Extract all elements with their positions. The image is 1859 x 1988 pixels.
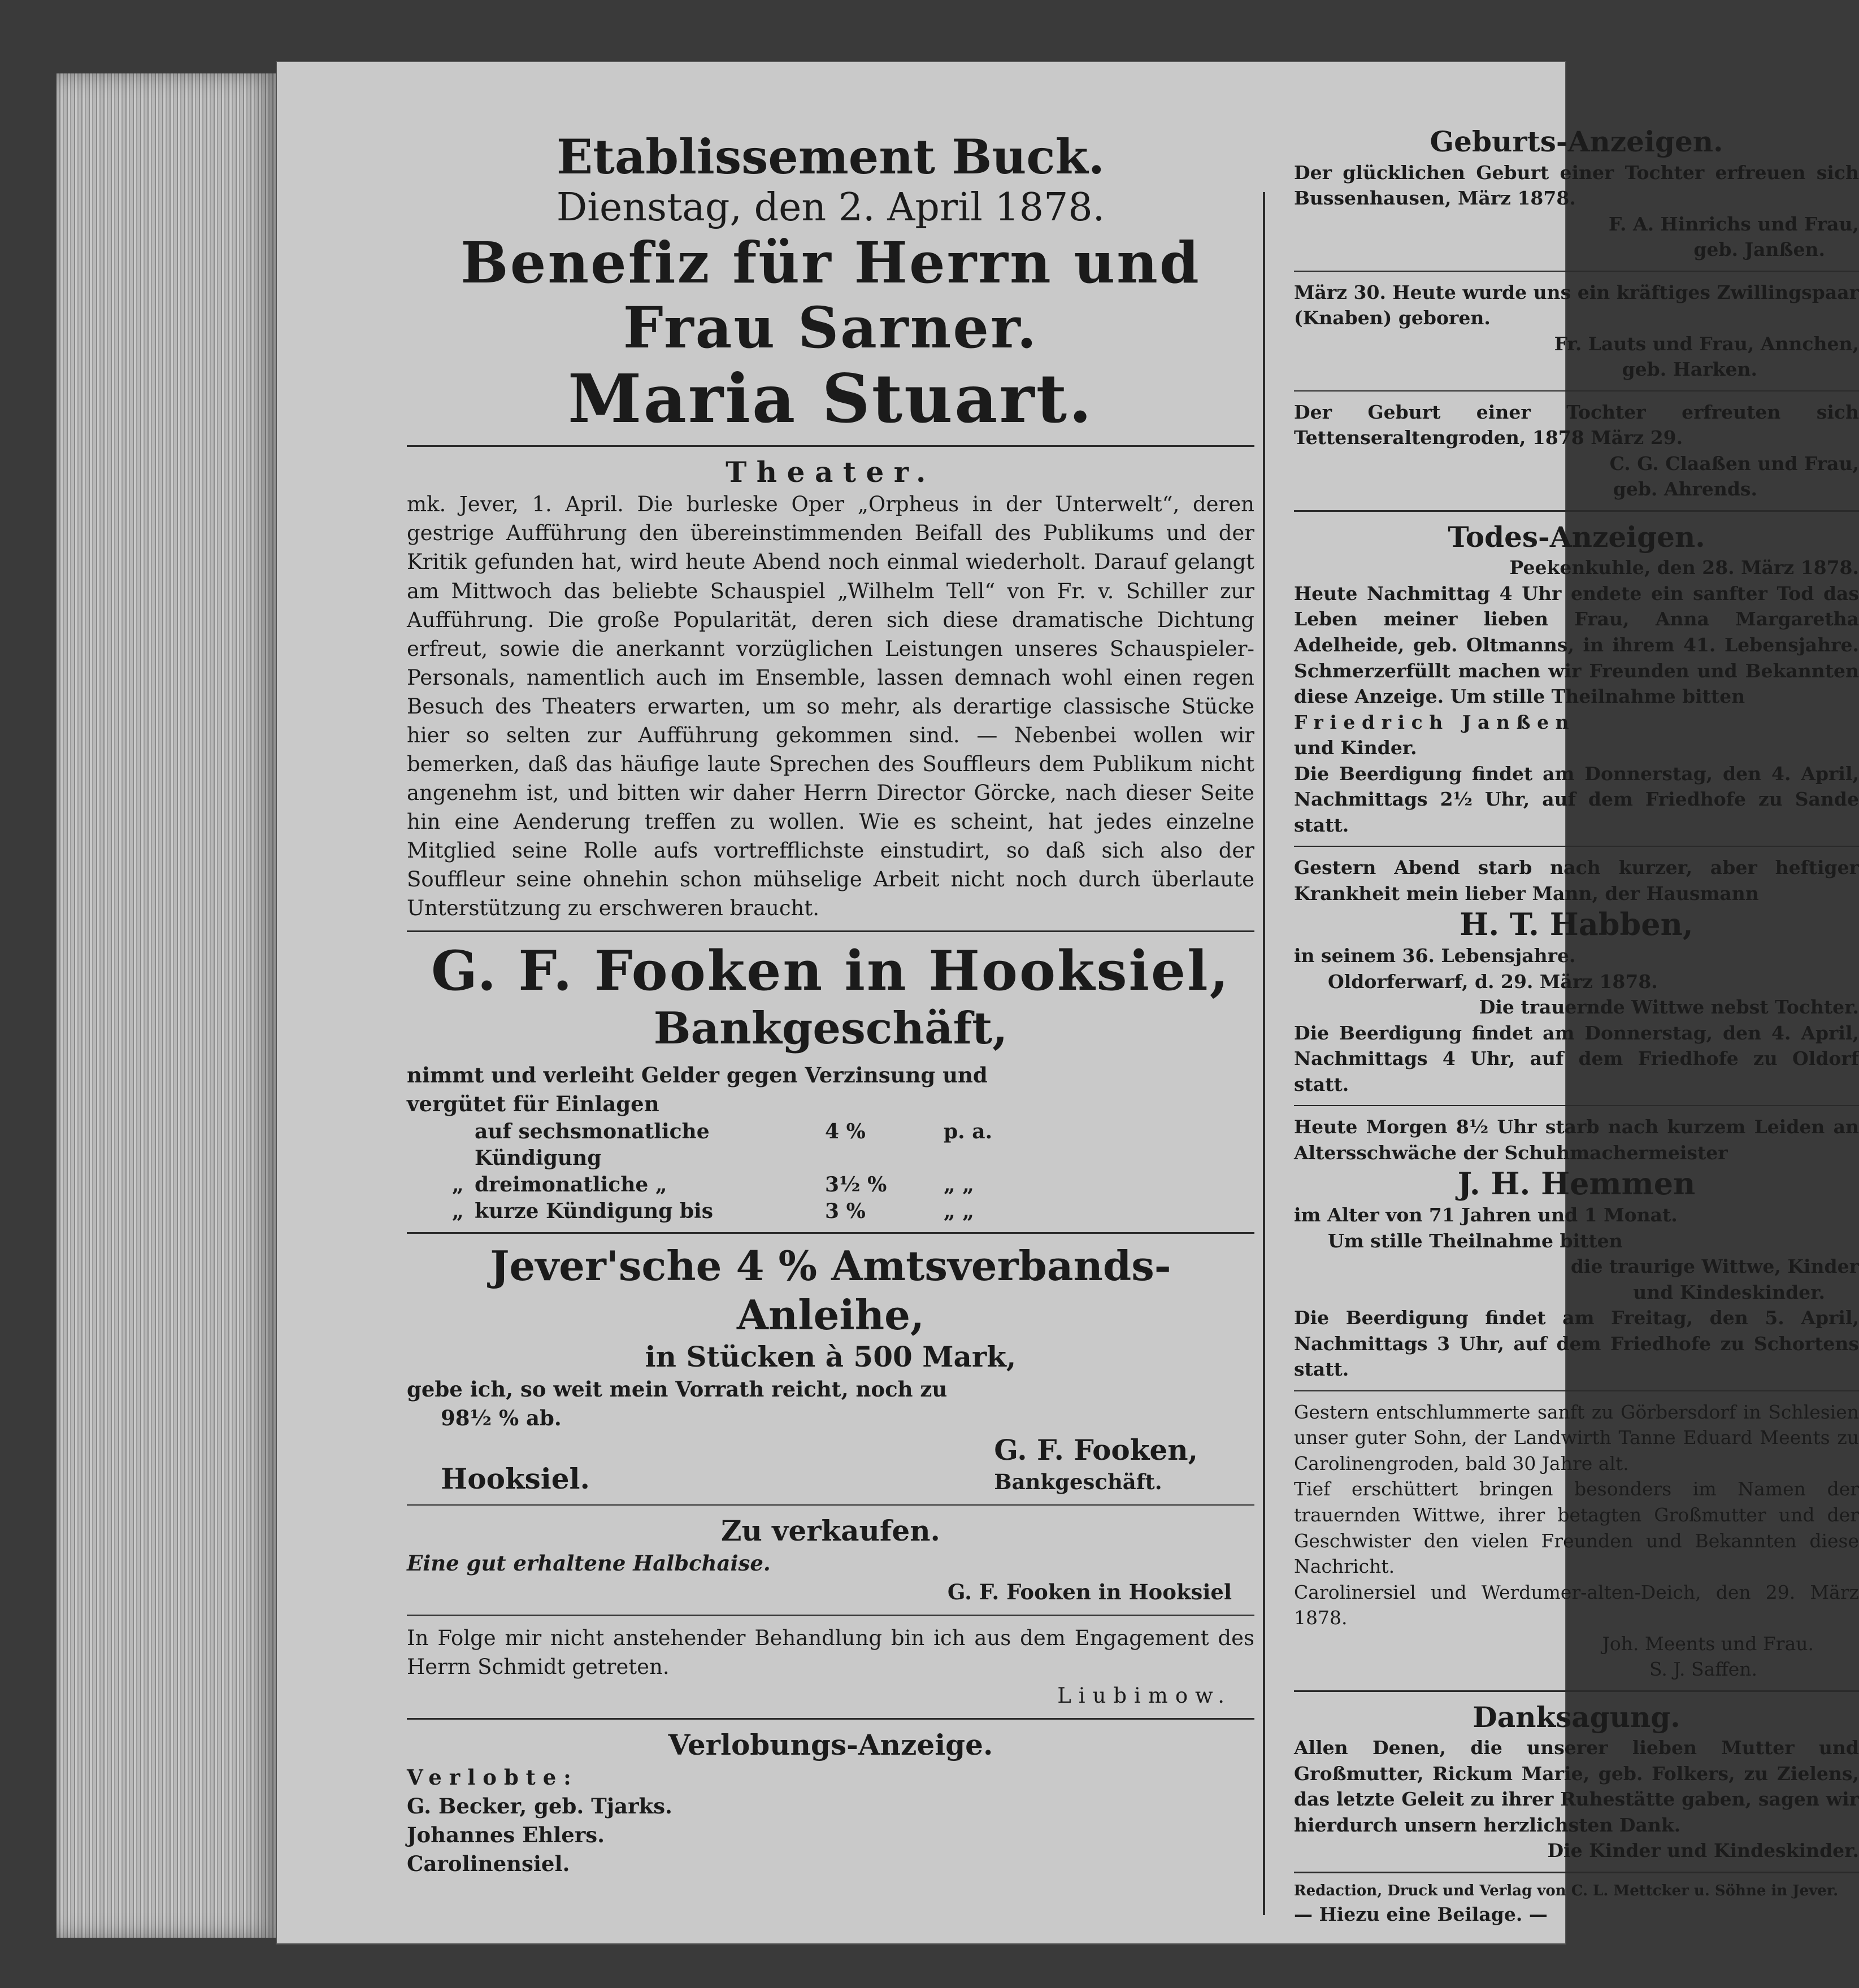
- buck-ad: [407, 130, 1254, 437]
- geburt-section: [1294, 124, 1859, 502]
- verlobung-place: Carolinensiel.: [407, 1851, 570, 1876]
- anleihe-place: Hooksiel.: [441, 1461, 590, 1495]
- divider: [407, 1718, 1254, 1720]
- divider: [407, 445, 1254, 447]
- tod-section: [1294, 520, 1859, 1682]
- divider: [1294, 271, 1859, 272]
- fooken-ad: [407, 940, 1254, 1224]
- anleihe-pieces: in Stücken à 500 Mark,: [645, 1340, 1017, 1374]
- verlobung-ad: [407, 1728, 1254, 1878]
- rate-row: „ kurze Kündigung bis 3 % „ „: [452, 1199, 974, 1223]
- anleihe-signature: [407, 1433, 1254, 1497]
- dank-ad: Danksagung. Allen Denen, die unserer lieben Mutter und Großmutter, Rickum Marie, geb. Folkers, zu Zielens, das letzte Geleit zu ihrer Ruhestätte gaben, sagen wir hierdurch unsern herzlichsten Dank. Die Kinder und Kindeskinder.: [1294, 1700, 1859, 1862]
- anleihe-offer: gebe ich, so weit mein Vorrath reicht, noch zu: [407, 1376, 948, 1402]
- fooken-line-2: vergütet für Einlagen: [407, 1091, 659, 1117]
- play-title: Maria Stuart.: [567, 359, 1094, 438]
- verkaufen-item: Eine gut erhaltene Halbchaise.: [407, 1550, 771, 1576]
- imprint: Redaction, Druck und Verlag von C. L. Mettcker u. Söhne in Jever. — Hiezu eine Beilage. —: [1294, 1882, 1839, 1925]
- death-ad-4: Gestern entschlummerte sanft zu Görbersdorf in Schlesien unser guter Sohn, der Landwirth Tanne Eduard Meents zu Carolinengroden, bald 30 Jahre alt. Tief erschüttert bringen besonders im Namen der trauernden Wittwe, ihrer betagten Großmutter und der Geschwister den vielen Freunden und Bekannten diese Nachricht. Carolinersiel und Werdumer-alten-Deich, den 29. März 1878. Joh. Meents und Frau. S. J. Saffen.: [1294, 1400, 1859, 1681]
- divider: [1294, 846, 1859, 847]
- verkaufen-heading: Zu verkaufen.: [721, 1514, 940, 1548]
- newspaper-page: [277, 62, 1859, 1943]
- death-ad-2: Gestern Abend starb nach kurzer, aber heftiger Krankheit mein lieber Mann, der Hausmann H. T. Habben, in seinem 36. Lebensjahre. Oldorferwarf, d. 29. März 1878. Die trauernde Wittwe nebst Tochter. Die Beerdigung findet am Donnerstag, den 4. April, Nachmittags 4 Uhr, auf dem Friedhofe zu Oldorf statt.: [1294, 856, 1859, 1095]
- death-ad-1: Peekenkuhle, den 28. März 1878. Heute Nachmittag 4 Uhr endete ein sanfter Tod das Leben meiner lieben Frau, Anna Margaretha Adelheide, geb. Oltmanns, in ihrem 41. Lebensjahre. Schmerzerfüllt machen wir Freunden und Bekannten diese Anzeige. Um stille Theilnahme bitten Friedrich Janßen und Kinder. Die Beerdigung findet am Donnerstag, den 4. April, Nachmittags 2½ Uhr, auf dem Friedhofe zu Sande statt.: [1294, 556, 1859, 836]
- anleihe-title-2: Anleihe,: [737, 1290, 924, 1339]
- anleihe-ad: [407, 1242, 1254, 1497]
- column-divider: [1263, 192, 1265, 1915]
- anleihe-price: 98½ % ab.: [441, 1405, 562, 1430]
- theater-article: [407, 455, 1254, 923]
- verkaufen-seller: G. F. Fooken in Hooksiel: [947, 1579, 1232, 1604]
- divider: [1294, 1390, 1859, 1391]
- verlobung-name-2: Johannes Ehlers.: [407, 1822, 605, 1847]
- divider: [1294, 510, 1859, 512]
- theater-paragraph: mk. Jever, 1. April. Die burleske Oper „Orpheus in der Unterwelt“, deren gestrige Aufführung den übereinstimmenden Beifall des Publikums und der Kritik gefunden hat, wird heute Abend noch einmal wiederholt. Darauf gelangt am Mittwoch das beliebte Schauspiel „Wilhelm Tell“ von Fr. v. Schiller zur Aufführung. Die große Popularität, deren sich diese dramatische Dichtung erfreut, sowie die anerkannt vorzüglichen Leistungen unseres Schauspieler-Personals, namentlich auch im Ensemble, lassen demnach wohl einen regen Besuch des Theaters erwarten, um so mehr, als derartige classische Stücke hier so selten zur Aufführung gekommen sind. — Nebenbei wollen wir bemerken, daß das häufige laute Sprechen des Souffleurs dem Publikum nicht angenehm ist, und bitten wir daher Herrn Director Görcke, nach dieser Seite hin eine Aenderung treffen zu wollen. Wie es scheint, hat jedes einzelne Mitglied seine Rolle aufs vortrefflichste einstudirt, so daß sich also der Souffleur seine ohnehin schon mühselige Arbeit nicht noch durch überlaute Unterstützung zu erschweren braucht.: [407, 492, 1254, 921]
- verkaufen-ad: [407, 1513, 1254, 1607]
- divider: [407, 930, 1254, 932]
- tod-heading: Todes-Anzeigen.: [1448, 520, 1705, 554]
- death-ad-3: Heute Morgen 8½ Uhr starb nach kurzem Leiden an Altersschwäche der Schuhmachermeister J. H. Hemmen im Alter von 71 Jahren und 1 Monat. Um stille Theilnahme bitten die traurige Wittwe, Kinder und Kindeskinder. Die Beerdigung findet am Freitag, den 5. April, Nachmittags 3 Uhr, auf dem Friedhofe zu Schortens statt.: [1294, 1116, 1859, 1381]
- verlobung-label: Verlobte:: [407, 1764, 579, 1790]
- rate-row: auf sechsmonatliche Kündigung 4 % p. a.: [475, 1120, 993, 1170]
- lubimow-notice: [407, 1624, 1254, 1710]
- buck-heading: Etablissement Buck.: [557, 129, 1105, 185]
- divider: [1294, 1690, 1859, 1692]
- lubimow-text: In Folge mir nicht anstehender Behandlung bin ich aus dem Engagement des Herrn Schmidt getreten.: [407, 1625, 1254, 1679]
- divider: [407, 1232, 1254, 1234]
- verlobung-heading: Verlobungs-Anzeige.: [668, 1728, 993, 1761]
- benefit-line-2: Frau Sarner.: [623, 294, 1039, 362]
- verlobung-name-1: G. Becker, geb. Tjarks.: [407, 1793, 672, 1819]
- divider: [407, 1615, 1254, 1616]
- left-column: [407, 130, 1254, 1878]
- anleihe-signer-sub: Bankgeschäft.: [994, 1469, 1162, 1495]
- divider: [407, 1504, 1254, 1506]
- fooken-line-1: nimmt und verleiht Gelder gegen Verzinsung und: [407, 1063, 988, 1088]
- divider: [1294, 1872, 1859, 1873]
- theater-heading: Theater.: [726, 455, 936, 489]
- book-page-edges: [57, 73, 277, 1938]
- anleihe-signer: G. F. Fooken,: [994, 1433, 1198, 1467]
- birth-ad: Der glücklichen Geburt einer Tochter erfreuen sich Bussenhausen, März 1878. F. A. Hinrichs und Frau, geb. Janßen.: [1294, 161, 1859, 261]
- divider: [1294, 390, 1859, 391]
- fooken-name: G. F. Fooken in Hooksiel,: [431, 939, 1230, 1003]
- fooken-business: Bankgeschäft,: [653, 1003, 1008, 1055]
- benefit-line-1: Benefiz für Herrn und: [461, 229, 1201, 297]
- anleihe-title-1: Jever'sche 4 % Amtsverbands-: [490, 1242, 1171, 1290]
- lubimow-signer: Liubimow.: [1057, 1683, 1232, 1708]
- right-column: [1294, 124, 1859, 1927]
- rate-row: „ dreimonatliche „ 3½ % „ „: [452, 1172, 974, 1197]
- dank-heading: Danksagung.: [1473, 1700, 1680, 1734]
- birth-ad: Der Geburt einer Tochter erfreuten sich Tettenseraltengroden, 1878 März 29. C. G. Claaßen und Frau, geb. Ahrends.: [1294, 401, 1859, 501]
- divider: [1294, 1105, 1859, 1106]
- buck-date: Dienstag, den 2. April 1878.: [556, 185, 1105, 230]
- birth-ad: März 30. Heute wurde uns ein kräftiges Zwillingspaar (Knaben) geboren. Fr. Lauts und Frau, Annchen, geb. Harken.: [1294, 281, 1859, 381]
- geburt-heading: Geburts-Anzeigen.: [1430, 125, 1723, 158]
